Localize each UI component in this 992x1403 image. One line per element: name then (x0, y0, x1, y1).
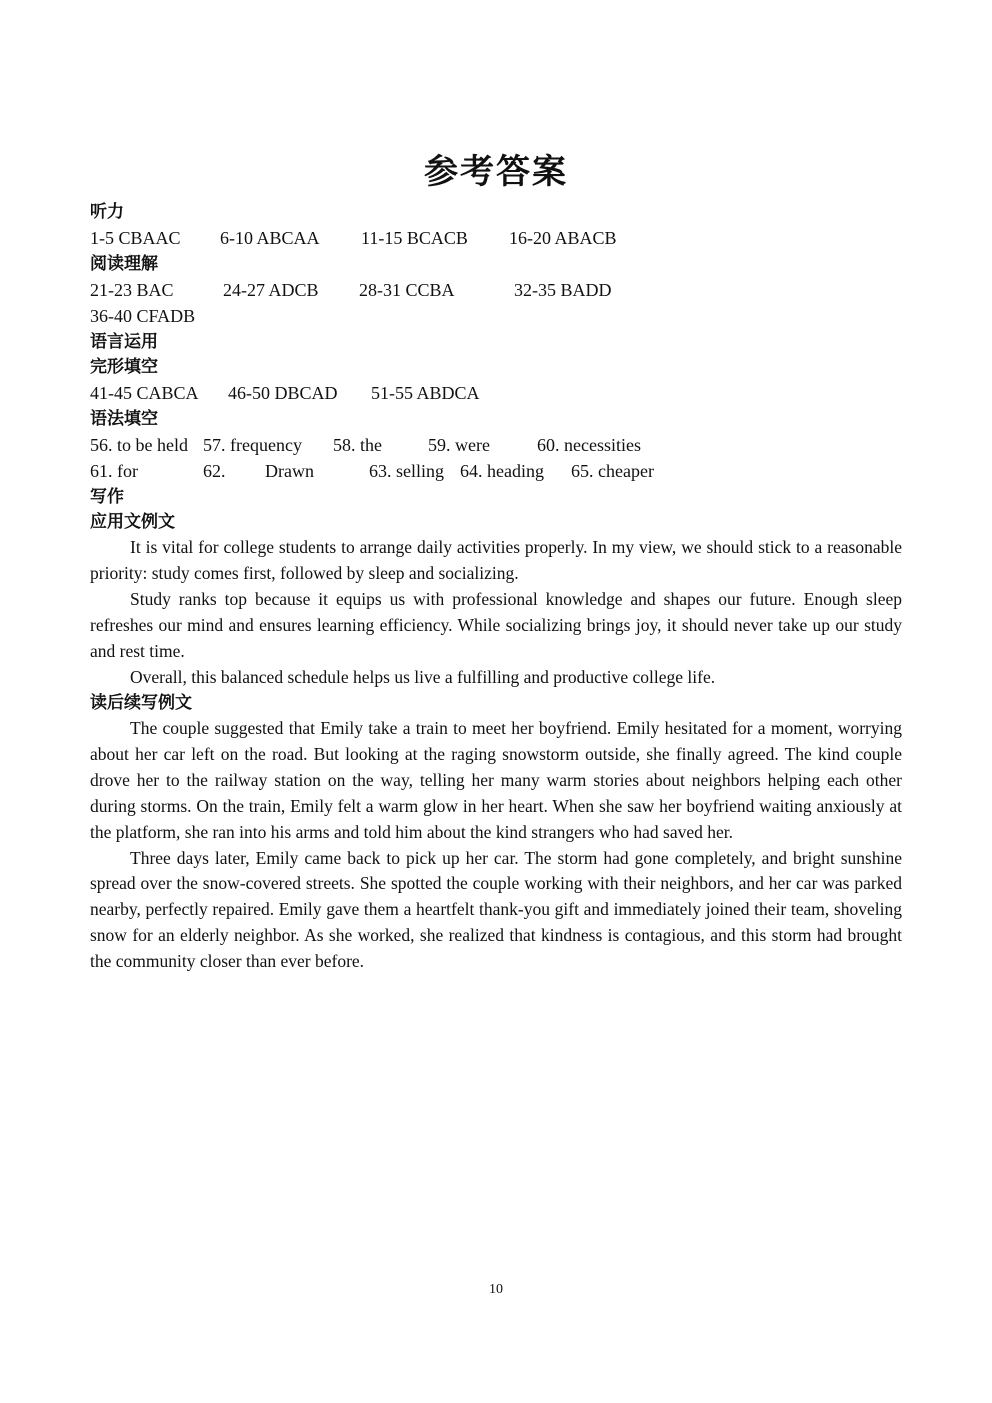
answer-group: 6-10 ABCAA (220, 228, 320, 248)
answer-group: 51-55 ABDCA (371, 383, 480, 403)
practical-writing-essay (90, 535, 902, 690)
essay-paragraph: The couple suggested that Emily take a train to meet her boyfriend. Emily hesitated for a moment, worrying about her car left on the road. But looking at the raging snowstorm outside, she finally agreed. The kind couple drove her to the railway station on the way, telling her many warm stories about neighbors helping each other during storms. On the train, Emily felt a warm glow in her heart. When she saw her boyfriend waiting anxiously at the platform, she ran into his arms and told him about the kind strangers who had saved her. (90, 718, 902, 842)
essay-paragraph: Overall, this balanced schedule helps us live a fulfilling and productive college life. (130, 666, 716, 687)
answer-group: 32-35 BADD (514, 280, 612, 300)
answer-item: 56. to be held (90, 435, 188, 455)
answer-item: 60. necessities (537, 435, 641, 455)
answer-item: 64. heading (460, 461, 544, 481)
practical-writing-heading: 应用文例文 (90, 512, 175, 532)
answer-item: 61. for (90, 461, 138, 481)
listening-heading: 听力 (90, 202, 124, 222)
answer-group: 1-5 CBAAC (90, 228, 181, 248)
answer-group: 24-27 ADCB (223, 280, 319, 300)
answer-item: 63. selling (369, 461, 444, 481)
language-use-heading: 语言运用 (90, 332, 158, 352)
reading-heading: 阅读理解 (90, 254, 158, 274)
cloze-heading: 完形填空 (90, 357, 158, 377)
answer-item: 62. (203, 461, 226, 481)
answer-group: 41-45 CABCA (90, 383, 199, 403)
answer-item: 58. the (333, 435, 382, 455)
continuation-writing-essay (90, 716, 902, 975)
writing-heading: 写作 (90, 487, 124, 507)
answer-group: 21-23 BAC (90, 280, 174, 300)
essay-paragraph: It is vital for college students to arrange daily activities properly. In my view, we should stick to a reasonable priority: study comes first, followed by sleep and socializing. (90, 537, 902, 583)
answer-item: 65. cheaper (571, 461, 654, 481)
answer-group: 16-20 ABACB (509, 228, 617, 248)
essay-paragraph: Study ranks top because it equips us with professional knowledge and shapes our future. Enough sleep refreshes our mind and ensures learning efficiency. While socializing brings joy, it should never take up our study and rest time. (90, 588, 902, 661)
answer-item: 59. were (428, 435, 490, 455)
page-number: 10 (489, 1282, 503, 1297)
answer-group: 46-50 DBCAD (228, 383, 338, 403)
continuation-writing-heading: 读后续写例文 (90, 693, 192, 713)
answer-group: 36-40 CFADB (90, 306, 196, 326)
answer-item: 57. frequency (203, 435, 302, 455)
answer-group: 11-15 BCACB (361, 228, 468, 248)
grammar-heading: 语法填空 (90, 409, 158, 429)
page-title: 参考答案 (424, 152, 568, 192)
essay-paragraph: Three days later, Emily came back to pick up her car. The storm had gone completely, and bright sunshine spread over the snow-covered streets. She spotted the couple working with their neighbors, and her car was parked nearby, perfectly repaired. Emily gave them a heartfelt thank-you gift and immediately joined their team, shoveling snow for an elderly neighbor. As she worked, she realized that kindness is contagious, and this storm had brought the community closer than ever before. (90, 847, 902, 972)
answer-item: Drawn (265, 461, 314, 481)
answer-group: 28-31 CCBA (359, 280, 455, 300)
